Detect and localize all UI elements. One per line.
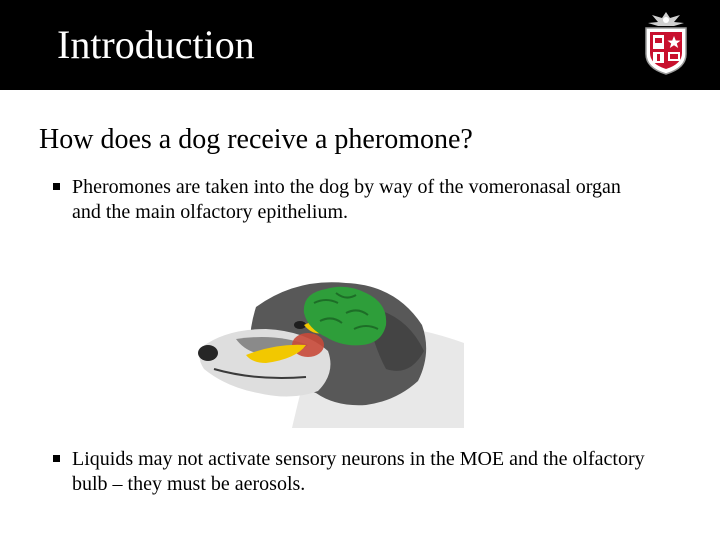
bullet-item [53, 447, 653, 497]
bullet-item [53, 175, 653, 225]
square-bullet-icon [53, 183, 60, 190]
slide-title: Introduction [57, 22, 255, 67]
bullet-text: Pheromones are taken into the dog by way of the vomeronasal organ and the main olfactory epithelium. [72, 176, 621, 223]
subtitle-question: How does a dog receive a pheromone? [39, 124, 473, 155]
bullet-text: Liquids may not activate sensory neurons in the MOE and the olfactory bulb – they must be aerosols. [72, 448, 645, 495]
dog-head-anatomy-image [196, 273, 464, 428]
header-bar [0, 0, 720, 90]
university-crest-icon [640, 10, 692, 76]
square-bullet-icon [53, 455, 60, 462]
